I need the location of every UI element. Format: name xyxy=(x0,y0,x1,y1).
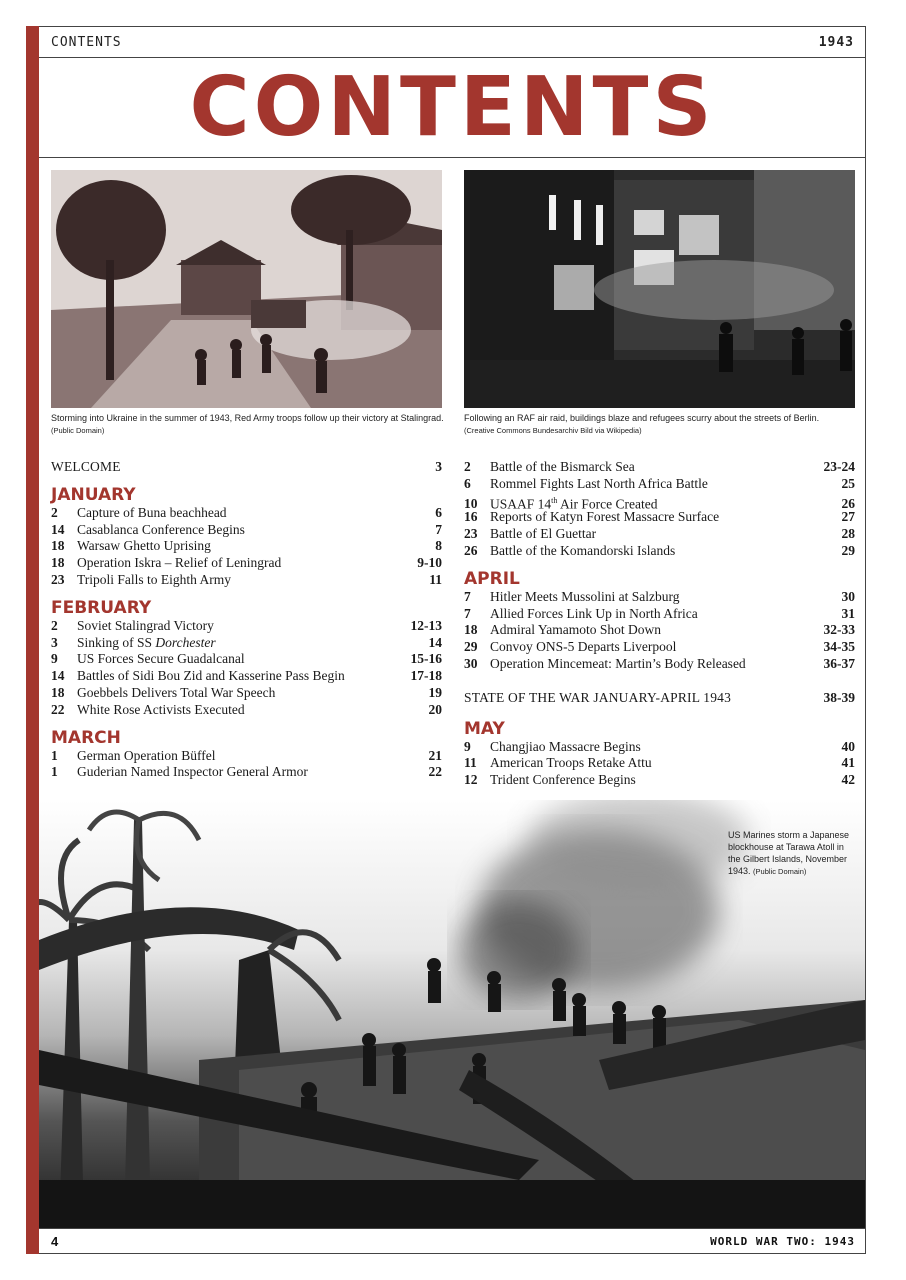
toc-entry-day: 14 xyxy=(51,521,65,537)
toc-entry[interactable] xyxy=(51,764,442,781)
toc-entry-page: 40 xyxy=(841,738,855,754)
toc-entry[interactable] xyxy=(51,505,442,522)
toc-entry-day: 18 xyxy=(51,555,65,571)
toc-entry-title: Tripoli Falls to Eighth Army xyxy=(77,571,232,587)
toc-entry-title: Casablanca Conference Begins xyxy=(77,521,245,537)
toc-entry-day: 7 xyxy=(464,588,471,604)
toc-entry[interactable] xyxy=(464,755,855,772)
photo-berlin-caption xyxy=(464,412,864,437)
toc-entry-day: 18 xyxy=(51,684,65,700)
toc-entry-page: 3 xyxy=(435,459,442,474)
toc-entry-title-ship-name: Dorchester xyxy=(155,634,216,650)
toc-entry[interactable] xyxy=(464,493,855,510)
photo-tarawa-caption-text: US Marines storm a Japanese blockhouse at Tarawa Atoll in the Gilbert Islands, November 1943. xyxy=(728,830,850,876)
toc-entry-state-of-the-war[interactable] xyxy=(464,690,855,707)
toc-entry-page: 8 xyxy=(435,538,442,554)
toc-entry-page: 31 xyxy=(841,605,855,621)
toc-entry-page: 26 xyxy=(841,496,855,512)
toc-entry[interactable] xyxy=(51,702,442,719)
toc-entry-day: 12 xyxy=(464,772,478,788)
toc-entry-page: 20 xyxy=(428,701,442,717)
toc-entry[interactable] xyxy=(464,509,855,526)
toc-entry-day: 9 xyxy=(464,738,471,754)
toc-entry-page: 22 xyxy=(428,764,442,780)
toc-entry-title: Capture of Buna beachhead xyxy=(77,504,227,520)
toc-list-march-continued xyxy=(464,459,855,560)
toc-entry-title: STATE OF THE WAR JANUARY-APRIL 1943 xyxy=(464,689,732,705)
photo-ukraine-caption-text: Storming into Ukraine in the summer of 1943, Red Army troops follow up their victory at Stalingrad. xyxy=(51,413,444,423)
toc-entry[interactable] xyxy=(464,739,855,756)
photo-ukraine-caption xyxy=(51,412,451,437)
toc-entry-page: 29 xyxy=(841,542,855,558)
toc-entry[interactable] xyxy=(51,685,442,702)
toc-entry[interactable] xyxy=(464,459,855,476)
toc-entry-title-prefix: USAAF 14 xyxy=(490,496,552,512)
toc-entry-day: 2 xyxy=(51,504,58,520)
month-heading-january: JANUARY xyxy=(51,484,136,505)
toc-entry-page: 14 xyxy=(428,634,442,650)
toc-entry-page: 15-16 xyxy=(410,651,442,667)
footer-page-number: 4 xyxy=(51,1234,59,1249)
toc-entry-title: Hitler Meets Mussolini at Salzburg xyxy=(490,588,680,604)
running-header xyxy=(39,26,866,58)
toc-entry-page: 42 xyxy=(841,772,855,788)
photo-ukraine-illustration xyxy=(51,170,442,408)
toc-entry[interactable] xyxy=(51,651,442,668)
toc-entry-day: 1 xyxy=(51,764,58,780)
toc-entry-title-prefix: Sinking of SS xyxy=(77,634,156,650)
toc-list-march xyxy=(51,748,442,782)
toc-entry-title: Convoy ONS-5 Departs Liverpool xyxy=(490,639,677,655)
toc-entry-page: 41 xyxy=(841,755,855,771)
toc-list-april xyxy=(464,589,855,673)
toc-entry-title: Guderian Named Inspector General Armor xyxy=(77,764,308,780)
toc-entry-page: 21 xyxy=(428,747,442,763)
toc-entry-day: 18 xyxy=(464,622,478,638)
toc-entry[interactable] xyxy=(464,526,855,543)
toc-entry[interactable] xyxy=(51,555,442,572)
month-heading-march: MARCH xyxy=(51,727,121,748)
toc-entry-title: White Rose Activists Executed xyxy=(77,701,245,717)
toc-entry-day: 23 xyxy=(51,571,65,587)
toc-entry[interactable] xyxy=(51,538,442,555)
toc-entry-title: WELCOME xyxy=(51,459,121,474)
toc-entry-page: 27 xyxy=(841,509,855,525)
toc-entry-welcome[interactable] xyxy=(51,459,442,476)
photo-ukraine-credit: (Public Domain) xyxy=(51,426,105,435)
toc-entry-title xyxy=(77,635,423,652)
toc-entry-page: 23-24 xyxy=(823,459,855,474)
page-title: CONTENTS xyxy=(189,60,716,155)
photo-berlin-illustration xyxy=(464,170,855,408)
toc-entry-day: 2 xyxy=(51,617,58,633)
toc-entry-page: 28 xyxy=(841,526,855,542)
toc-entry[interactable] xyxy=(464,772,855,789)
red-edge-bar xyxy=(26,26,39,1254)
toc-entry-page: 30 xyxy=(841,588,855,604)
photo-berlin-raid xyxy=(464,170,855,408)
toc-entry-title: Battle of the Bismarck Sea xyxy=(490,459,635,474)
toc-entry-day: 18 xyxy=(51,538,65,554)
toc-entry-title: Battle of the Komandorski Islands xyxy=(490,542,676,558)
running-header-year: 1943 xyxy=(818,35,854,50)
toc-entry-page: 38-39 xyxy=(823,689,855,705)
toc-entry-title-ordinal: th xyxy=(551,495,558,505)
toc-entry-day: 2 xyxy=(464,459,471,474)
toc-entry[interactable] xyxy=(51,522,442,539)
toc-entry-page: 12-13 xyxy=(410,617,442,633)
footer-publication-title: WORLD WAR TWO: 1943 xyxy=(710,1235,855,1248)
toc-entry-day: 16 xyxy=(464,509,478,525)
toc-entry[interactable] xyxy=(51,748,442,765)
toc-entry-page: 25 xyxy=(841,475,855,491)
toc-entry-page: 36-37 xyxy=(823,655,855,671)
photo-tarawa-caption xyxy=(728,829,853,878)
toc-entry-title: Changjiao Massacre Begins xyxy=(490,738,641,754)
toc-entry-title: American Troops Retake Attu xyxy=(490,755,652,771)
toc-entry[interactable] xyxy=(464,476,855,493)
toc-entry-page: 19 xyxy=(428,684,442,700)
toc-entry-title: Reports of Katyn Forest Massacre Surface xyxy=(490,509,720,525)
toc-entry-day: 14 xyxy=(51,668,65,684)
toc-entry[interactable] xyxy=(51,668,442,685)
toc-entry-title: German Operation Büffel xyxy=(77,747,216,763)
toc-list-january xyxy=(51,505,442,589)
month-heading-april: APRIL xyxy=(464,568,520,589)
toc-entry-title: Operation Mincemeat: Martin’s Body Released xyxy=(490,655,746,671)
toc-entry-title: Operation Iskra – Relief of Leningrad xyxy=(77,555,282,571)
toc-left-column xyxy=(51,459,442,781)
toc-entry-title: Battles of Sidi Bou Zid and Kasserine Pass Begin xyxy=(77,668,345,684)
toc-entry-day: 29 xyxy=(464,639,478,655)
toc-list-february xyxy=(51,618,442,719)
toc-entry-title: Soviet Stalingrad Victory xyxy=(77,617,214,633)
toc-entry-page: 17-18 xyxy=(410,668,442,684)
toc-entry-title-suffix: Air Force Created xyxy=(557,496,658,512)
toc-entry[interactable] xyxy=(51,635,442,652)
toc-entry-day: 3 xyxy=(51,634,58,650)
toc-entry-day: 1 xyxy=(51,747,58,763)
toc-entry-day: 10 xyxy=(464,496,478,512)
toc-entry-title: US Forces Secure Guadalcanal xyxy=(77,651,245,667)
toc-right-column xyxy=(464,459,855,789)
toc-entry[interactable] xyxy=(464,656,855,673)
toc-entry-day: 6 xyxy=(464,475,471,491)
toc-entry-title: Admiral Yamamoto Shot Down xyxy=(490,622,662,638)
month-heading-february: FEBRUARY xyxy=(51,597,152,618)
toc-entry-page: 34-35 xyxy=(823,639,855,655)
toc-entry[interactable] xyxy=(464,622,855,639)
toc-entry[interactable] xyxy=(464,589,855,606)
toc-entry-day: 11 xyxy=(464,755,477,771)
toc-entry[interactable] xyxy=(464,606,855,623)
toc-entry-page: 6 xyxy=(435,504,442,520)
toc-entry[interactable] xyxy=(51,618,442,635)
toc-entry[interactable] xyxy=(464,543,855,560)
toc-entry-day: 22 xyxy=(51,701,65,717)
photo-ukraine-troops xyxy=(51,170,442,408)
toc-entry-page: 11 xyxy=(429,571,442,587)
toc-entry-title: Allied Forces Link Up in North Africa xyxy=(490,605,698,621)
toc-entry[interactable] xyxy=(464,639,855,656)
toc-entry-day: 26 xyxy=(464,542,478,558)
toc-entry-day: 30 xyxy=(464,655,478,671)
photo-berlin-caption-text: Following an RAF air raid, buildings blaze and refugees scurry about the streets of Berlin. xyxy=(464,413,820,423)
toc-entry-title: Goebbels Delivers Total War Speech xyxy=(77,684,276,700)
month-heading-may: MAY xyxy=(464,718,505,739)
toc-entry-day: 23 xyxy=(464,526,478,542)
masthead xyxy=(39,58,866,158)
toc-entry-title: Battle of El Guettar xyxy=(490,526,597,542)
toc-entry-title: Warsaw Ghetto Uprising xyxy=(77,538,211,554)
running-header-section: CONTENTS xyxy=(51,35,122,50)
toc-entry-title: Trident Conference Begins xyxy=(490,772,636,788)
toc-spacer xyxy=(464,673,855,682)
toc-entry[interactable] xyxy=(51,572,442,589)
toc-entry-page: 7 xyxy=(435,521,442,537)
photo-tarawa-credit: (Public Domain) xyxy=(753,867,807,876)
toc-entry-page: 9-10 xyxy=(417,555,442,571)
toc-list-may xyxy=(464,739,855,789)
toc-entry-title: Rommel Fights Last North Africa Battle xyxy=(490,475,708,491)
footer-rule xyxy=(39,1228,866,1229)
toc-entry-page: 32-33 xyxy=(823,622,855,638)
toc-entry-day: 7 xyxy=(464,605,471,621)
toc-entry-day: 9 xyxy=(51,651,58,667)
photo-berlin-credit: (Creative Commons Bundesarchiv Bild via Wikipedia) xyxy=(464,426,642,435)
